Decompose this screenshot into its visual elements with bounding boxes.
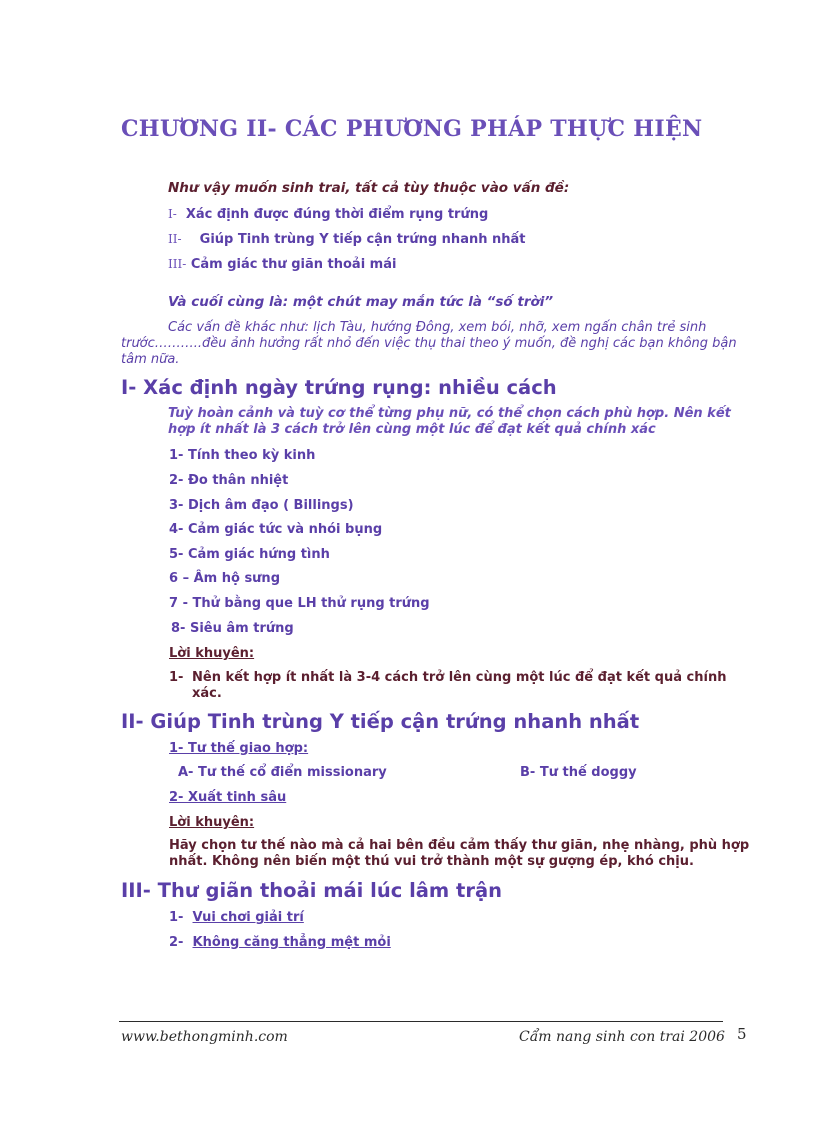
section-2-heading: II- Giúp Tinh trùng Y tiếp cận trứng nhanh nhất xyxy=(121,710,640,733)
page-number: 5 xyxy=(737,1025,747,1043)
factor-number: III- xyxy=(168,257,187,271)
method-item: 5- Cảm giác hứng tình xyxy=(169,547,330,562)
advice-label: Lời khuyên: xyxy=(169,815,255,830)
advice-number: 1- xyxy=(169,670,184,685)
other-issues-text: Các vấn đề khác như: lịch Tàu, hướng Đông, xem bói, nhỡ, xem ngấn chân trẻ sinh trước………..đều ảnh hưởng rất nhỏ đến việc thụ thai theo ý muốn, đề nghị các bạn không bận tâm nữa. xyxy=(121,320,737,367)
relax-item-link[interactable]: Không căng thẳng mệt mỏi xyxy=(192,935,391,950)
method-item: 1- Tính theo kỳ kinh xyxy=(169,448,316,463)
method-item: 6 – Âm hộ sưng xyxy=(169,571,280,586)
method-item: 2- Đo thân nhiệt xyxy=(169,473,289,488)
factor-item xyxy=(168,232,526,247)
relax-item-number: 2- xyxy=(169,935,184,950)
position-option: A- Tư thế cổ điển missionary xyxy=(178,765,387,780)
relax-item xyxy=(169,935,391,950)
relax-item-link[interactable]: Vui chơi giải trí xyxy=(192,910,304,925)
position-option: B- Tư thế doggy xyxy=(520,765,637,780)
footer-divider xyxy=(119,1021,723,1022)
advice-label: Lời khuyên: xyxy=(169,646,255,661)
method-item: 3- Dịch âm đạo ( Billings) xyxy=(169,498,354,513)
factor-number: I- xyxy=(168,207,177,221)
chapter-title: CHƯƠNG II- CÁC PHƯƠNG PHÁP THỰC HIỆN xyxy=(121,116,703,142)
position-subheading-link[interactable]: 1- Tư thế giao hợp: xyxy=(169,741,309,756)
method-item: 4- Cảm giác tức và nhói bụng xyxy=(169,522,383,537)
factor-number: II- xyxy=(168,232,182,246)
factor-text: Xác định được đúng thời điểm rụng trứng xyxy=(185,207,489,222)
footer-book-title: Cẩm nang sinh con trai 2006 xyxy=(519,1029,725,1045)
luck-text: Và cuối cùng là: một chút may mắn tức là “số trời” xyxy=(168,294,554,310)
other-issues-paragraph xyxy=(121,320,741,368)
factor-text: Cảm giác thư giãn thoải mái xyxy=(190,257,397,272)
factor-text: Giúp Tinh trùng Y tiếp cận trứng nhanh nhất xyxy=(199,232,526,247)
section-1-note: Tuỳ hoàn cảnh và tuỳ cơ thể từng phụ nữ, có thể chọn cách phù hợp. Nên kết hợp ít nhất là 3 cách trở lên cùng một lúc để đạt kết quả chính xác xyxy=(168,406,731,437)
footer-website: www.bethongminh.com xyxy=(121,1029,288,1045)
section-3-heading: III- Thư giãn thoải mái lúc lâm trận xyxy=(121,879,503,902)
advice-text: Hãy chọn tư thế nào mà cả hai bên đều cảm thấy thư giãn, nhẹ nhàng, phù hợp nhất. Không nên biến một thú vui trở thành một sự gượng ép, khó chịu. xyxy=(169,838,750,869)
method-item: 7 - Thử bằng que LH thử rụng trứng xyxy=(169,596,430,611)
relax-item-number: 1- xyxy=(169,910,184,925)
advice-text: Nên kết hợp ít nhất là 3-4 cách trở lên cùng một lúc để đạt kết quả chính xác. xyxy=(192,670,727,701)
ejaculation-subheading-link[interactable]: 2- Xuất tinh sâu xyxy=(169,790,287,805)
intro-text: Như vậy muốn sinh trai, tất cả tùy thuộc vào vấn đề: xyxy=(168,180,570,196)
factor-item xyxy=(168,257,396,272)
section-1-heading: I- Xác định ngày trứng rụng: nhiều cách xyxy=(121,376,557,399)
factor-item xyxy=(168,207,488,222)
method-item: 8- Siêu âm trứng xyxy=(171,621,294,636)
relax-item xyxy=(169,910,304,925)
